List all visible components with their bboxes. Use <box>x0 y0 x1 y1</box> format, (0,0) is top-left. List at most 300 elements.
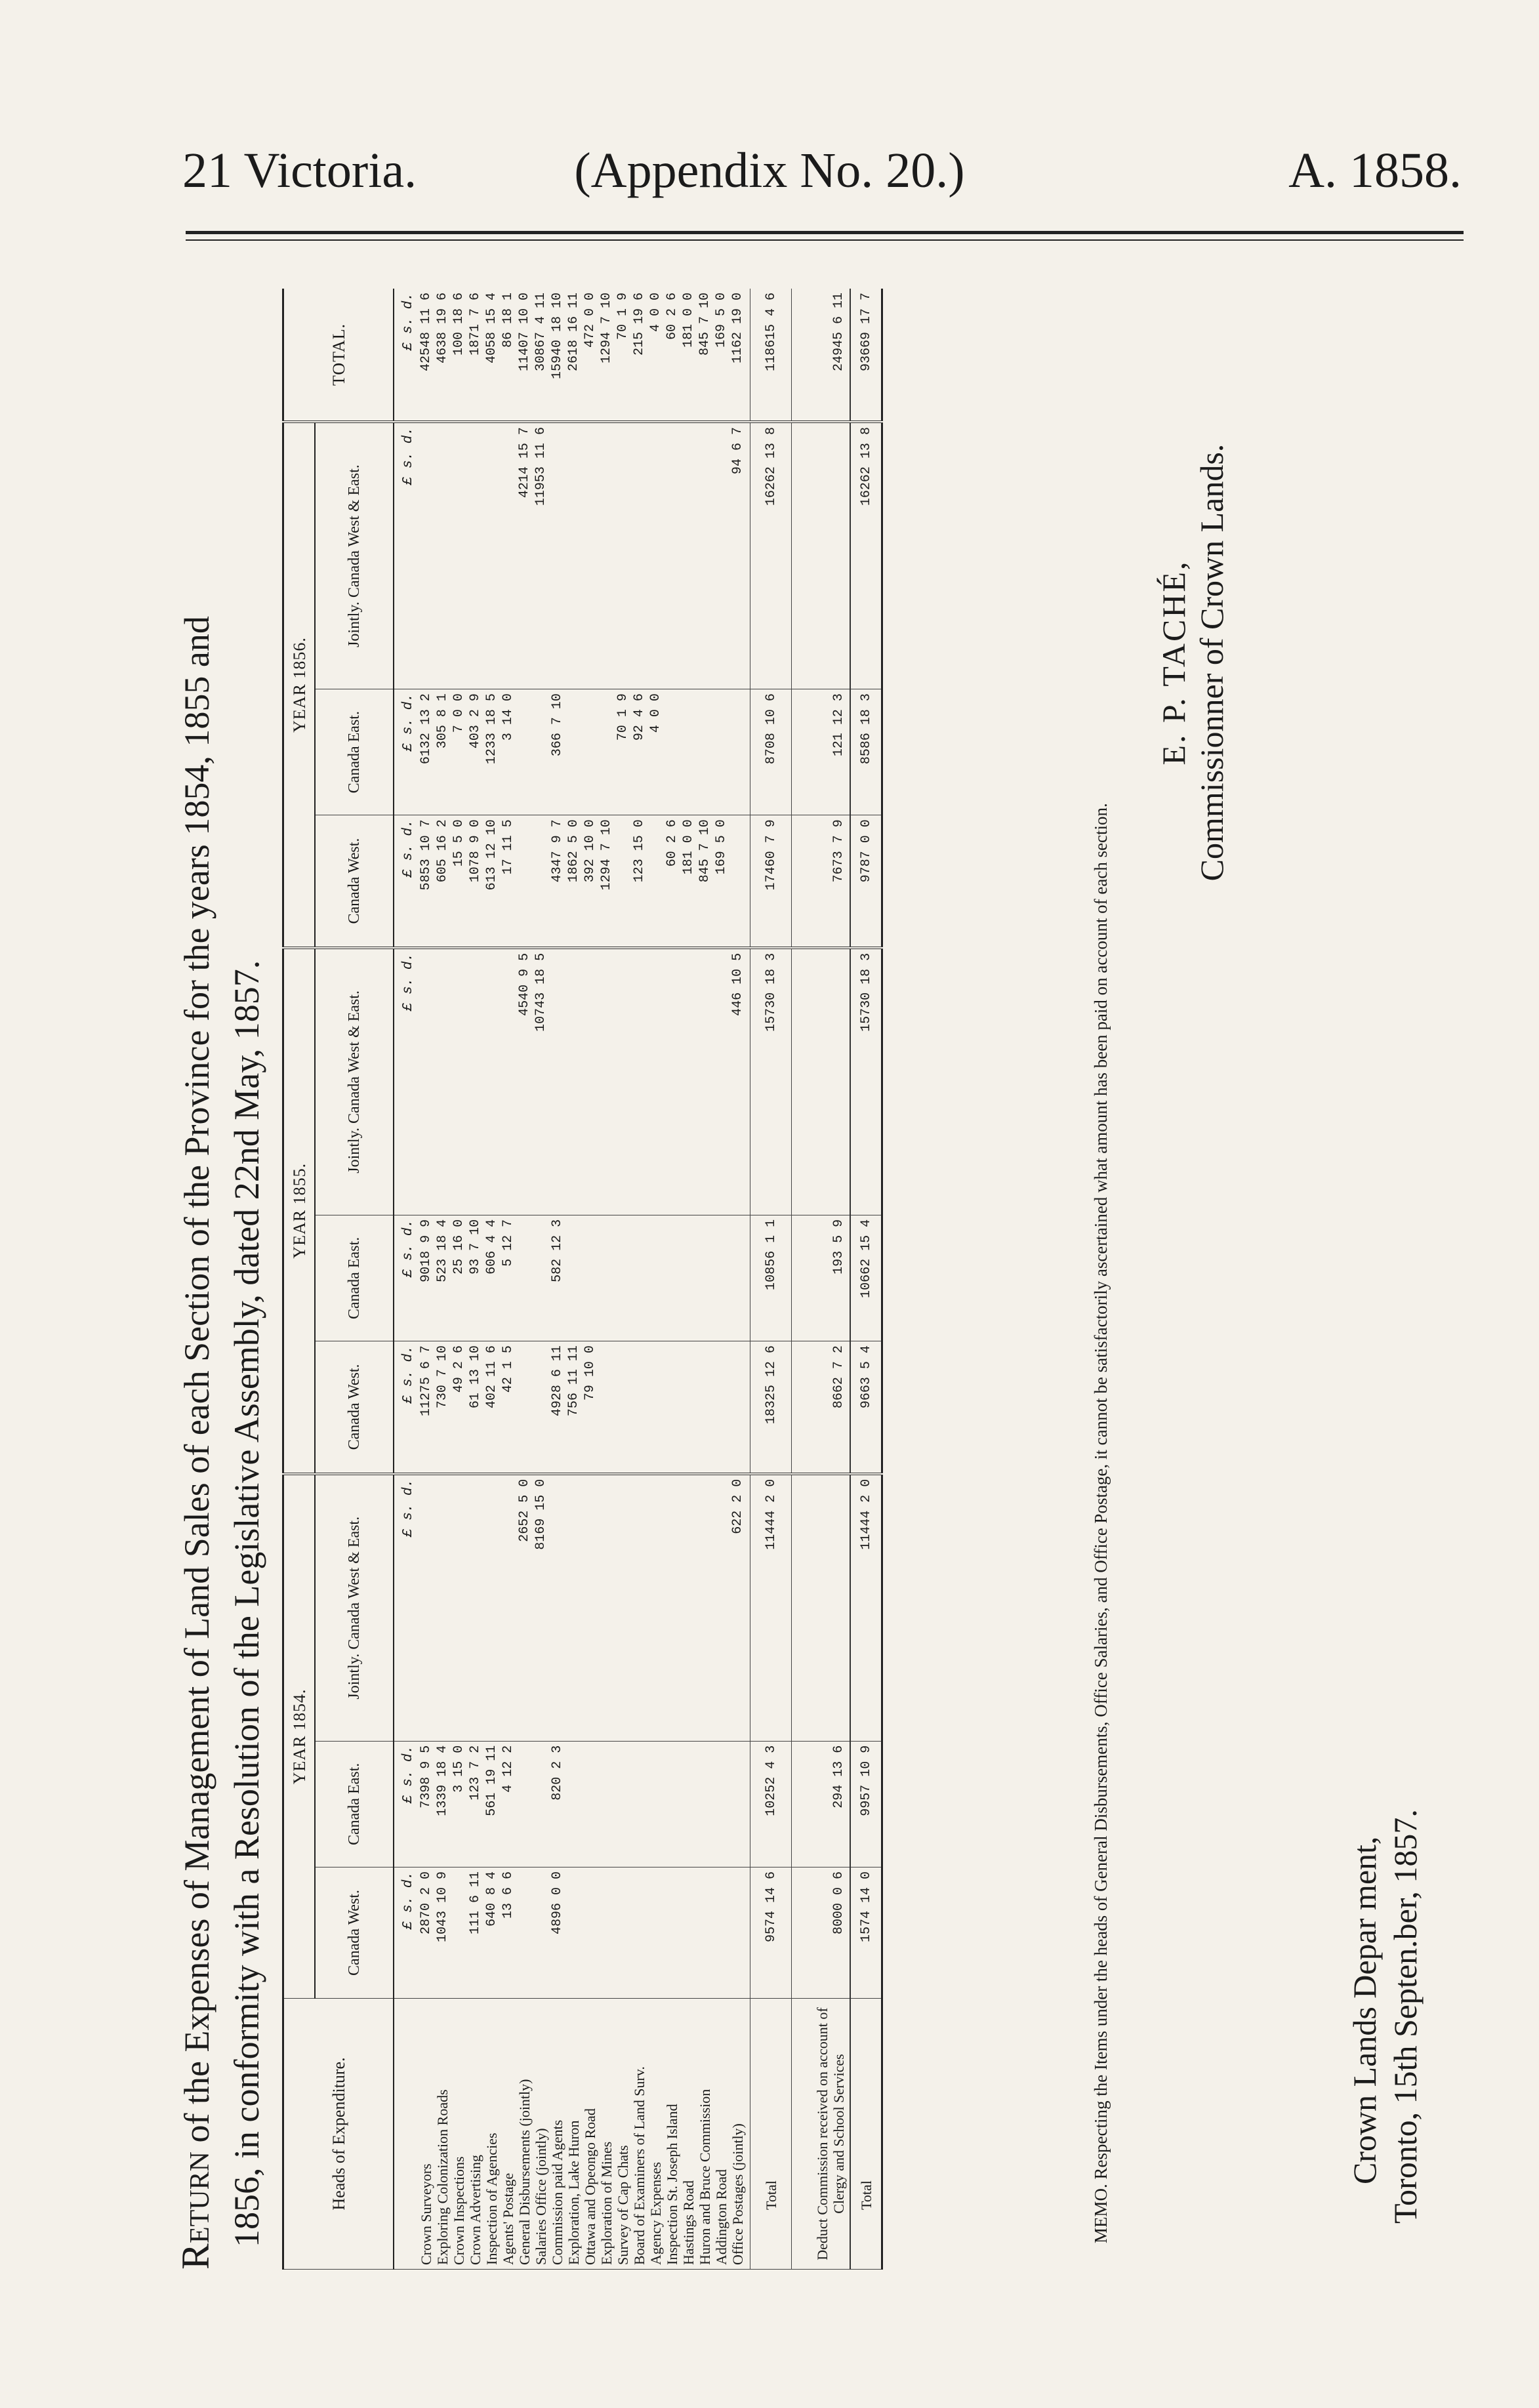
amount-cell <box>582 1871 598 1994</box>
amount-cell <box>516 1219 533 1337</box>
amount-cell: 4928 6 11 <box>550 1345 565 1417</box>
net-total-row-cell: 9663 5 4 <box>850 1341 882 1474</box>
amount-cell <box>434 427 451 685</box>
rotated-return-page <box>171 282 1456 2276</box>
amount-cell <box>500 1479 516 1737</box>
amount-cell <box>565 953 582 1211</box>
header-rule-thin <box>186 239 1464 241</box>
amount-cell <box>582 953 598 1211</box>
expenditure-head: Huron and Bruce Commission <box>697 2089 713 2265</box>
amount-cell <box>729 1219 746 1337</box>
amount-cell <box>631 1745 647 1863</box>
amount-cell <box>533 1745 549 1863</box>
amount-column <box>417 1215 750 1341</box>
amount-cell: 181 0 0 <box>681 293 696 348</box>
amount-cell: 1078 9 0 <box>468 819 483 883</box>
amount-cell <box>647 1345 664 1469</box>
amount-cell: 123 7 2 <box>468 1745 483 1801</box>
date-line: Toronto, 15th Septen.ber, 1857. <box>1387 1809 1424 2224</box>
total-row-cell: 10856 1 1 <box>750 1215 792 1341</box>
amount-cell <box>647 427 664 685</box>
expenditure-head: Crown Inspections <box>451 2156 467 2265</box>
return-title <box>171 282 272 2270</box>
amount-cell: 30867 4 11 <box>533 293 548 372</box>
amount-cell <box>697 1745 713 1863</box>
amount-cell <box>565 1871 582 1994</box>
amount-cell <box>664 427 680 685</box>
net-total-row-cell: 8586 18 3 <box>850 689 882 815</box>
title-lead: Return <box>174 2151 217 2270</box>
deduct-row-cell: 8000 0 6 <box>792 1867 851 1998</box>
net-total-row-cell: 16262 13 8 <box>850 422 882 689</box>
net-total-row-cell: 93669 17 7 <box>850 289 882 422</box>
amount-cell: 49 2 6 <box>451 1345 466 1393</box>
amount-cell <box>451 427 467 685</box>
unit-label: £ s. d. <box>394 1215 417 1341</box>
total-row-cell: 17460 7 9 <box>750 815 792 948</box>
amount-cell <box>647 953 664 1211</box>
amount-cell: 605 16 2 <box>435 819 450 883</box>
total-row-label: Total <box>750 1999 792 2270</box>
amount-cell <box>615 1871 631 1994</box>
total-row-cell: 9574 14 6 <box>750 1867 792 1998</box>
amount-cell <box>713 953 729 1211</box>
amount-cell <box>615 1345 631 1469</box>
unit-label: £ s. d. <box>394 1341 417 1474</box>
amount-cell <box>549 427 565 685</box>
amount-cell: 10743 18 5 <box>533 952 548 1032</box>
amount-cell <box>631 1871 647 1994</box>
amount-cell <box>565 1479 582 1737</box>
amount-cell <box>729 693 746 811</box>
amount-cell: 305 8 1 <box>435 693 450 749</box>
expenditure-head: Salaries Office (jointly) <box>533 2128 549 2265</box>
amount-cell <box>533 1871 549 1994</box>
amount-cell: 472 0 0 <box>583 293 598 348</box>
net-total-row <box>850 289 882 2270</box>
amount-cell <box>582 1479 598 1737</box>
amount-cell <box>582 693 598 811</box>
total-row-cell: 10252 4 3 <box>750 1741 792 1867</box>
amount-column <box>417 815 750 948</box>
amount-cell <box>647 1745 664 1863</box>
amount-cell: 111 6 11 <box>468 1871 483 1934</box>
amount-cell: 3 14 0 <box>501 693 516 741</box>
amount-cell: 70 1 9 <box>615 293 630 340</box>
amount-cell <box>615 1479 631 1737</box>
amount-cell: 622 2 0 <box>730 1479 745 1534</box>
expenditure-head: Inspection St. Joseph Island <box>664 2104 680 2265</box>
amount-cell: 70 1 9 <box>615 693 630 741</box>
amount-cell: 1162 19 0 <box>730 293 745 364</box>
amount-cell <box>549 953 565 1211</box>
header-rule <box>186 231 1464 234</box>
amount-cell <box>549 1479 565 1737</box>
amount-cell: 11407 10 0 <box>517 293 532 372</box>
amount-cell <box>598 427 615 685</box>
header-appendix: (Appendix No. 20.) <box>574 143 965 198</box>
amount-cell: 4896 0 0 <box>550 1871 565 1934</box>
amount-cell: 11275 6 7 <box>419 1345 434 1417</box>
amount-cell <box>697 427 713 685</box>
amount-cell: 845 7 10 <box>697 293 712 356</box>
unit-label: £ s. d. <box>394 1474 417 1742</box>
amount-cell <box>516 1345 533 1469</box>
amount-cell <box>729 819 746 943</box>
deduct-row-cell: 8662 7 2 <box>792 1341 851 1474</box>
amount-cell <box>697 1479 713 1737</box>
amount-cell <box>483 427 500 685</box>
amount-cell: 4347 9 7 <box>550 819 565 883</box>
items-block <box>417 289 750 2270</box>
deduct-row-cell: 24945 6 11 <box>792 289 851 422</box>
amount-cell <box>418 953 434 1211</box>
amount-cell: 60 2 6 <box>665 293 680 340</box>
amount-cell: 61 13 10 <box>468 1345 483 1409</box>
amount-cell <box>647 1871 664 1994</box>
amount-cell <box>631 427 647 685</box>
unit-row <box>394 289 417 2270</box>
deduct-row-cell: 193 5 9 <box>792 1215 851 1341</box>
amount-cell <box>582 1219 598 1337</box>
deduct-row-cell: 294 13 6 <box>792 1741 851 1867</box>
amount-cell <box>615 427 631 685</box>
expenditure-head: Exploration of Mines <box>598 2141 615 2265</box>
amount-cell <box>647 819 664 943</box>
amount-cell <box>615 953 631 1211</box>
memo-note: MEMO. Respecting the Items under the heads of General Disbursements, Office Salaries, and Office Postage, it cannot be satisfactorily ascertained what amount has been paid on account of each section. <box>1091 803 1111 2243</box>
amount-cell <box>598 1479 615 1737</box>
amount-cell <box>631 1345 647 1469</box>
amount-column <box>417 1867 750 1998</box>
amount-cell: 7398 9 5 <box>419 1745 434 1808</box>
amount-cell <box>680 953 697 1211</box>
amount-cell <box>697 953 713 1211</box>
net-total-row-cell: 9957 10 9 <box>850 1741 882 1867</box>
expenditure-head: Exploration, Lake Huron <box>565 2120 582 2265</box>
signatory-name: E. P. TACHÉ, <box>1155 560 1192 765</box>
amount-cell <box>516 1871 533 1994</box>
amount-cell: 92 4 6 <box>632 693 647 741</box>
amount-cell: 1862 5 0 <box>566 819 581 883</box>
amount-cell <box>500 953 516 1211</box>
amount-cell: 79 10 0 <box>583 1345 598 1401</box>
amount-cell <box>451 1479 467 1737</box>
amount-cell: 3 15 0 <box>451 1745 466 1793</box>
col-header-canada-east: Canada East. <box>315 1741 394 1867</box>
expenditure-head: Agency Expenses <box>647 2161 664 2265</box>
expenditure-head: Exploring Colonization Roads <box>434 2089 451 2265</box>
amount-column <box>417 1741 750 1867</box>
expenditure-head: Agents' Postage <box>500 2173 516 2265</box>
amount-cell <box>680 427 697 685</box>
amount-cell <box>664 1345 680 1469</box>
expenditure-head: Inspection of Agencies <box>483 2133 500 2265</box>
amount-cell <box>533 693 549 811</box>
amount-cell: 25 16 0 <box>451 1219 466 1275</box>
amount-cell <box>664 1745 680 1863</box>
office-line: Crown Lands Depar ment, <box>1346 1836 1383 2184</box>
amount-cell <box>451 953 467 1211</box>
col-header-canada-west: Canada West. <box>315 1867 394 1998</box>
amount-cell <box>533 819 549 943</box>
unit-label: £ s. d. <box>394 1867 417 1998</box>
heads-list <box>417 1999 750 2270</box>
amount-cell: 446 10 5 <box>730 952 745 1016</box>
year-header: YEAR 1856. <box>283 422 316 948</box>
amount-cell <box>664 1479 680 1737</box>
amount-cell <box>664 1871 680 1994</box>
amount-cell <box>598 953 615 1211</box>
amount-cell: 93 7 10 <box>468 1219 483 1275</box>
net-total-row-cell: 10662 15 4 <box>850 1215 882 1341</box>
amount-cell <box>516 693 533 811</box>
amount-cell <box>697 1219 713 1337</box>
amount-cell: 169 5 0 <box>714 293 729 348</box>
amount-cell <box>467 953 483 1211</box>
amount-cell: 5853 10 7 <box>419 819 434 891</box>
amount-cell <box>467 427 483 685</box>
col-header-canada-east: Canada East. <box>315 1215 394 1341</box>
amount-cell <box>516 1745 533 1863</box>
unit-label: £ s. d. <box>394 289 417 422</box>
expenditure-head: Ottawa and Opeongo Road <box>582 2108 598 2265</box>
heads-column-header: Heads of Expenditure. <box>283 1999 394 2270</box>
header-year: A. 1858. <box>1288 143 1462 198</box>
amount-cell <box>598 1345 615 1469</box>
amount-cell <box>451 1871 467 1994</box>
deduct-row <box>792 289 851 2270</box>
amount-cell <box>418 1479 434 1737</box>
deduct-row-cell <box>792 1474 851 1742</box>
title-line-1: of the Expenses of Management of Land Sales of each Section of the Province for the years 1854, 1855 and <box>177 616 216 2143</box>
amount-cell: 402 11 6 <box>484 1345 499 1409</box>
amount-cell: 561 19 11 <box>484 1745 499 1816</box>
amount-cell: 730 7 10 <box>435 1345 450 1409</box>
amount-cell <box>713 1479 729 1737</box>
total-row <box>750 289 792 2270</box>
amount-cell: 42 1 5 <box>501 1345 516 1393</box>
amount-cell <box>647 1479 664 1737</box>
amount-cell: 845 7 10 <box>697 819 712 883</box>
expenditure-head: Crown Surveyors <box>418 2163 434 2265</box>
amount-cell: 15940 18 10 <box>550 293 565 380</box>
amount-cell: 1294 7 10 <box>599 293 614 364</box>
unit-label: £ s. d. <box>394 948 417 1215</box>
year-header: YEAR 1854. <box>283 1474 316 1999</box>
amount-cell: 2652 5 0 <box>517 1479 532 1542</box>
amount-cell: 4 12 2 <box>501 1745 516 1793</box>
amount-cell: 8169 15 0 <box>533 1479 548 1550</box>
net-total-row-label: Total <box>850 1999 882 2270</box>
amount-cell: 640 8 4 <box>484 1871 499 1927</box>
amount-cell <box>598 1871 615 1994</box>
amount-cell: 94 6 7 <box>730 427 745 475</box>
amount-cell: 42548 11 6 <box>419 293 434 372</box>
deduct-row-cell: 121 12 3 <box>792 689 851 815</box>
net-total-row-cell: 9787 0 0 <box>850 815 882 948</box>
amount-cell: 17 11 5 <box>501 819 516 875</box>
amount-cell: 2618 16 11 <box>566 293 581 372</box>
net-total-row-cell: 15730 18 3 <box>850 948 882 1215</box>
expenditure-head: Board of Examiners of Land Surv. <box>631 2066 647 2265</box>
amount-cell: 100 18 6 <box>451 293 466 356</box>
amount-cell <box>565 1219 582 1337</box>
amount-cell <box>729 1345 746 1469</box>
amount-cell <box>664 953 680 1211</box>
amount-cell <box>713 1219 729 1337</box>
amount-cell: 5 12 7 <box>501 1219 516 1267</box>
amount-cell: 169 5 0 <box>714 819 729 875</box>
amount-cell <box>483 953 500 1211</box>
amount-cell: 13 6 6 <box>501 1871 516 1919</box>
amount-column <box>417 1341 750 1474</box>
amount-cell <box>533 1345 549 1469</box>
amount-cell <box>516 819 533 943</box>
amount-column <box>417 289 750 422</box>
net-total-row-cell: 11444 2 0 <box>850 1474 882 1742</box>
amount-cell: 1871 7 6 <box>468 293 483 356</box>
amount-cell: 60 2 6 <box>665 819 680 867</box>
title-line-2: 1856, in conformity with a Resolution of the Legislative Assembly, dated 22nd May, 1857. <box>227 960 266 2247</box>
amount-cell <box>697 693 713 811</box>
unit-label: £ s. d. <box>394 815 417 948</box>
unit-row-spacer <box>394 1999 417 2270</box>
amount-cell <box>729 1871 746 1994</box>
unit-label: £ s. d. <box>394 689 417 815</box>
amount-cell: 9018 9 9 <box>419 1219 434 1282</box>
amount-cell <box>533 1219 549 1337</box>
amount-cell <box>680 1871 697 1994</box>
amount-cell <box>697 1871 713 1994</box>
total-row-cell: 15730 18 3 <box>750 948 792 1215</box>
amount-cell: 181 0 0 <box>681 819 696 875</box>
expenditure-head: Commission paid Agents <box>549 2119 565 2265</box>
amount-cell <box>713 693 729 811</box>
amount-cell: 15 5 0 <box>451 819 466 867</box>
deduct-row-cell <box>792 422 851 689</box>
amount-cell: 4 0 0 <box>648 693 663 733</box>
amount-cell <box>565 1745 582 1863</box>
amount-cell <box>713 1345 729 1469</box>
amount-cell: 756 11 11 <box>566 1345 581 1417</box>
amount-cell: 820 2 3 <box>550 1745 565 1801</box>
amount-cell <box>467 1479 483 1737</box>
unit-label: £ s. d. <box>394 1741 417 1867</box>
expenditure-head: Hastings Road <box>680 2180 697 2265</box>
expenditure-head: Crown Advertising <box>467 2154 483 2265</box>
amount-cell: 86 18 1 <box>501 293 516 348</box>
expenses-table <box>282 289 883 2270</box>
unit-label: £ s. d. <box>394 422 417 689</box>
expenditure-head: General Disbursements (jointly) <box>516 2079 533 2265</box>
amount-cell <box>729 1745 746 1863</box>
amount-cell <box>713 427 729 685</box>
amount-cell: 4638 19 6 <box>435 293 450 364</box>
amount-cell: 1233 18 5 <box>484 693 499 765</box>
header-session: 21 Victoria. <box>182 143 417 198</box>
col-header-canada-west: Canada West. <box>315 815 394 948</box>
amount-cell <box>631 1479 647 1737</box>
amount-cell <box>434 953 451 1211</box>
total-row-cell: 11444 2 0 <box>750 1474 792 1742</box>
amount-cell <box>713 1871 729 1994</box>
amount-cell <box>680 1479 697 1737</box>
amount-cell: 1043 10 9 <box>435 1871 450 1942</box>
year-header: YEAR 1855. <box>283 948 316 1474</box>
amount-cell: 582 12 3 <box>550 1219 565 1282</box>
amount-cell: 6132 13 2 <box>419 693 434 765</box>
amount-cell <box>582 427 598 685</box>
amount-cell: 366 7 10 <box>550 693 565 757</box>
amount-cell: 123 15 0 <box>632 819 647 883</box>
amount-column <box>417 689 750 815</box>
amount-column <box>417 948 750 1215</box>
col-header-canada-west: Canada West. <box>315 1341 394 1474</box>
deduct-row-cell <box>792 948 851 1215</box>
amount-cell <box>680 1345 697 1469</box>
amount-column <box>417 1474 750 1742</box>
amount-cell <box>598 1219 615 1337</box>
amount-cell <box>418 427 434 685</box>
amount-cell: 403 2 9 <box>468 693 483 749</box>
amount-cell: 7 0 0 <box>451 693 466 733</box>
amount-cell: 2870 2 0 <box>419 1871 434 1934</box>
amount-cell <box>615 1219 631 1337</box>
amount-cell <box>680 1219 697 1337</box>
col-header-jointly: Jointly. Canada West & East. <box>315 422 394 689</box>
amount-cell <box>680 693 697 811</box>
amount-cell: 215 19 6 <box>632 293 647 356</box>
amount-cell <box>664 1219 680 1337</box>
amount-cell <box>615 819 631 943</box>
col-header-jointly: Jointly. Canada West & East. <box>315 948 394 1215</box>
amount-cell <box>713 1745 729 1863</box>
total-row-cell: 118615 4 6 <box>750 289 792 422</box>
amount-cell <box>565 693 582 811</box>
deduct-row-cell: 7673 7 9 <box>792 815 851 948</box>
amount-cell: 4 0 0 <box>648 293 663 333</box>
expenditure-head: Survey of Cap Chats <box>615 2145 631 2265</box>
signatory-title: Commissionner of Crown Lands. <box>1193 443 1230 882</box>
amount-cell <box>565 427 582 685</box>
amount-column <box>417 422 750 689</box>
col-header-canada-east: Canada East. <box>315 689 394 815</box>
amount-cell <box>697 1345 713 1469</box>
deduct-row-label: Deduct Commission received on account of Clergy and School Services <box>792 1999 851 2270</box>
amount-cell: 4540 9 5 <box>517 952 532 1016</box>
amount-cell: 4058 15 4 <box>484 293 499 364</box>
amount-cell <box>598 1745 615 1863</box>
total-row-cell: 18325 12 6 <box>750 1341 792 1474</box>
amount-cell <box>582 1745 598 1863</box>
amount-cell: 392 10 0 <box>583 819 598 883</box>
amount-cell: 613 12 10 <box>484 819 499 891</box>
amount-cell <box>680 1745 697 1863</box>
total-row-cell: 16262 13 8 <box>750 422 792 689</box>
amount-cell <box>647 1219 664 1337</box>
amount-cell <box>434 1479 451 1737</box>
amount-cell: 606 4 4 <box>484 1219 499 1275</box>
amount-cell <box>500 427 516 685</box>
amount-cell: 523 18 4 <box>435 1219 450 1282</box>
col-header-jointly: Jointly. Canada West & East. <box>315 1474 394 1742</box>
net-total-row-cell: 1574 14 0 <box>850 1867 882 1998</box>
amount-cell <box>631 1219 647 1337</box>
amount-cell <box>631 953 647 1211</box>
amount-cell: 4214 15 7 <box>517 427 532 499</box>
total-row-cell: 8708 10 6 <box>750 689 792 815</box>
